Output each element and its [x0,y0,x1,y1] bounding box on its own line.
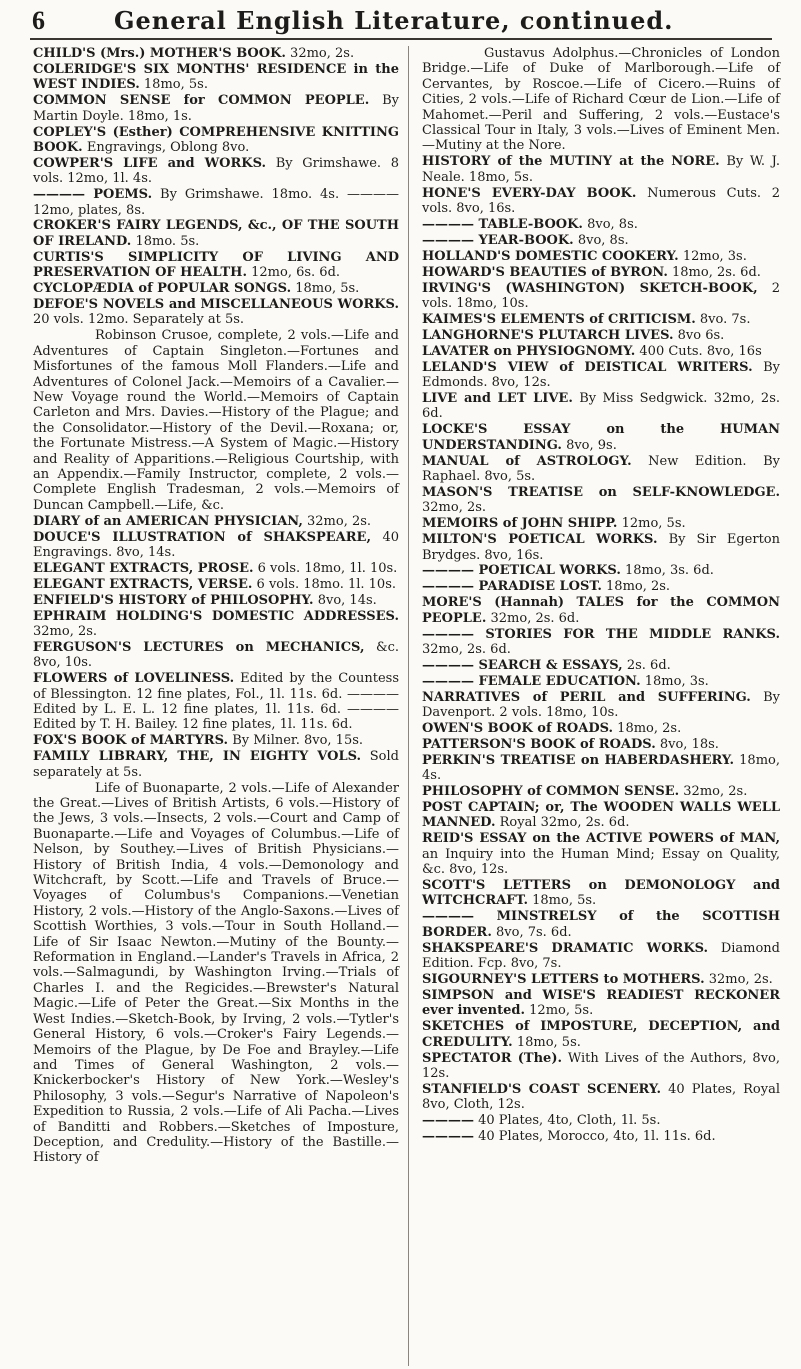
catalog-entry [33,577,399,592]
entry-details: By Grimshawe. 18mo. 4s. ———— 12mo, plates, 8s. [33,187,399,218]
entry-title: ———— PARADISE LOST. [422,579,602,595]
entry-title: HOWARD'S BEAUTIES of BYRON. [422,264,668,280]
entry-title: PHILOSOPHY of COMMON SENSE. [422,784,680,800]
entry-details: 18mo, 5s. [527,893,597,909]
catalog-entry [422,690,780,721]
entry-details: 18mo, 3s. 6d. [620,563,714,579]
entry-title: SKETCHES of IMPOSTURE, DECEPTION, and CREDULITY. [422,1019,780,1050]
entry-details: By Grimshawe. 8 vols. 12mo, 1l. 4s. [33,155,399,187]
catalog-entry [33,733,399,748]
entry-details: 18mo, 2s. 6d. [667,264,761,280]
entry-title: STANFIELD'S COAST SCENERY. [422,1081,662,1097]
entry-details: 8vo, 9s. [561,437,617,453]
entry-details: 18mo, 4s. [422,752,780,784]
catalog-entry [33,530,399,561]
entry-title: REID'S ESSAY on the ACTIVE POWERS of MAN, [422,831,780,847]
entry-title: FAMILY LIBRARY, THE, IN EIGHTY VOLS. [33,749,362,765]
entry-details: Edited by the Countess of Blessington. 12 fine plates, Fol., 1l. 11s. 6d. ———— Edited by L. E. L. 12 fine plates, 1l. 11s. 6d. ———— Edited by T. H. Bailey. 12 fine plates, 1l. 11s. 6d. [33,671,399,733]
catalog-entry [33,640,399,671]
entry-title: IRVING'S (WASHINGTON) SKETCH-BOOK, [422,280,758,296]
entry-title: MEMOIRS of JOHN SHIPP. [422,516,618,532]
entry-title: FERGUSON'S LECTURES on MECHANICS, [33,639,365,655]
entry-details: Numerous Cuts. 2 vols. 8vo, 16s. [422,185,780,217]
entry-details: 18mo, 2s. [613,720,682,736]
catalog-entry [33,781,399,1166]
entry-title: LOCKE'S ESSAY on the HUMAN UNDERSTANDING. [422,422,780,453]
entry-title: LAVATER on PHYSIOGNOMY. [422,343,636,359]
entry-details: New Edition. By Raphael. 8vo, 5s. [422,453,780,484]
entry-details: 20 vols. 12mo. Separately at 5s. [33,312,245,328]
entry-details: Life of Buonaparte, 2 vols.—Life of Alexander the Great.—Lives of British Artists, 6 vols.—History of the Jews, 3 vols.—Insects, 2 vols.—Court and Camp of Buonaparte.—Life and Voyages of Columbus.—Life of Nelson, by Southey.—Lives of British Physicians.—History of British India, 4 vols.—Demonology and Witchcraft, by Scott.—Life and Travels of Bruce.—Voyages of Columbus's Companions.—Venetian History, 2 vols.—History of the Anglo-Saxons.—Lives of Scottish Worthies, 3 vols.—Tour in South Holland.—Life of Sir Isaac Newton.—Mutiny of the Bounty.—Reformation in England.—Lander's Travels in Africa, 2 vols.—Salmagundi, by Washington Irving.—Trials of Charles I. and the Regicides.—Brewster's Natural Magic.—Life of Peter the Great.—Six Months in the West Indies.—Sketch-Book, by Irving, 2 vols.—Tytler's General History, 6 vols.—Croker's Fairy Legends.—Memoirs of the Plague, by De Foe and Brayley.—Life and Times of General Washington, 2 vols.—Knickerbocker's History of New York.—Wesley's Philosophy, 3 vols.—Segur's Narrative of Napoleon's Expedition to Russia, 2 vols.—Life of Ali Pacha.—Lives of Banditti and Robbers.—Sketches of Imposture, Deception, and Credulity.—History of the Bastille.—History of [33,780,399,1166]
catalog-entry [33,593,399,608]
entry-details: 2s. 6d. [622,657,671,673]
catalog-entry [422,1113,780,1128]
entry-title: DOUCE'S ILLUSTRATION of SHAKSPEARE, [33,529,371,545]
catalog-entry [422,312,780,327]
entry-details: By W. J. Neale. 18mo, 5s. [422,154,780,185]
catalog-entry [422,454,780,485]
entry-title: MILTON'S POETICAL WORKS. [422,532,658,548]
catalog-entry [422,988,780,1019]
entry-title: SIMPSON and WISE'S READIEST RECKONER ever invented. [422,987,780,1019]
catalog-entry [33,328,399,513]
entry-title: ———— SEARCH & ESSAYS, [422,657,623,673]
entry-details: 18mo, 5s. [139,77,208,93]
entry-details: 18mo, 3s. [640,673,709,689]
entry-details: 8vo, 7s. 6d. [491,924,572,940]
entry-title: COMMON SENSE for COMMON PEOPLE. [33,93,370,109]
catalog-entry [33,561,399,576]
catalog-entry [422,485,780,516]
catalog-entry [422,658,780,673]
catalog-entry [422,249,780,264]
entry-title: LANGHORNE'S PLUTARCH LIVES. [422,327,674,343]
catalog-entry [422,721,780,736]
column-divider [408,46,409,1366]
catalog-entry [422,391,780,422]
entry-details: 12mo, 5s. [617,516,686,532]
entry-title: ———— FEMALE EDUCATION. [422,673,641,689]
catalog-entry [422,1019,780,1050]
entry-title: FLOWERS of LOVELINESS. [33,671,235,687]
catalog-entry [33,297,399,328]
entry-title: SCOTT'S LETTERS on DEMONOLOGY and WITCHCRAFT. [422,878,780,909]
catalog-entry [422,784,780,799]
entry-title: ———— [422,1113,474,1129]
entry-details: By Davenport. 2 vols. 18mo, 10s. [422,689,781,721]
catalog-entry [33,609,399,640]
catalog-entry [33,46,399,61]
entry-title: PERKIN'S TREATISE on HABERDASHERY. [422,752,735,768]
entry-details: 18mo. 5s. [131,233,200,249]
catalog-entry [422,360,780,391]
entry-title: DIARY of an AMERICAN PHYSICIAN, [33,513,303,529]
catalog-entry [422,753,780,784]
catalog-entry [422,941,780,972]
catalog-entry [422,1082,780,1113]
catalog-entry [422,909,780,940]
entry-details: 6 vols. 18mo, 1l. 10s. [253,560,398,576]
entry-title: ———— TABLE-BOOK. [422,216,583,232]
entry-title: CURTIS'S SIMPLICITY OF LIVING AND PRESERVATION OF HEALTH. [33,249,399,281]
catalog-entry [422,265,780,280]
entry-title: ELEGANT EXTRACTS, PROSE. [33,560,254,576]
catalog-entry [422,217,780,232]
entry-title: MANUAL of ASTROLOGY. [422,453,632,469]
catalog-entry [422,233,780,248]
catalog-entry [422,186,780,217]
catalog-entry [33,62,399,93]
entry-details: 32mo, 2s. 6d. [486,610,580,626]
entry-title: ———— MINSTRELSY of the SCOTTISH BORDER. [422,909,780,940]
entry-details: By Sir Egerton Brydges. 8vo, 16s. [422,532,780,563]
entry-details: Diamond Edition. Fcp. 8vo, 7s. [422,940,780,972]
entry-details: By Martin Doyle. 18mo, 1s. [33,93,399,124]
entry-title: ELEGANT EXTRACTS, VERSE. [33,576,253,592]
entry-details: an Inquiry into the Human Mind; Essay on Quality, &c. 8vo, 12s. [422,846,780,878]
entry-details: 18mo, 5s. [512,1034,581,1050]
entry-title: SPECTATOR (The). [422,1050,562,1066]
header-rule [30,38,772,40]
catalog-entry [422,878,780,909]
entry-details: 8vo, 8s. [573,232,629,248]
entry-title: ———— [422,1129,474,1145]
entry-details: 8vo, 14s. [313,592,377,608]
entry-title: LIVE and LET LIVE. [422,390,573,406]
catalog-entry [33,671,399,733]
entry-title: ———— STORIES FOR THE MIDDLE RANKS. [422,626,780,642]
entry-title: HISTORY of the MUTINY at the NORE. [422,154,720,170]
page-number: 6 [32,6,45,35]
entry-title: ———— POEMS. [33,187,153,203]
entry-title: CHILD'S (Mrs.) MOTHER'S BOOK. [33,46,286,61]
entry-title: COWPER'S LIFE and WORKS. [33,155,267,171]
catalog-entry [33,281,399,296]
entry-details: 8vo, 18s. [655,736,719,752]
catalog-entry [422,532,780,563]
entry-title: OWEN'S BOOK of ROADS. [422,720,614,736]
catalog-entry [422,737,780,752]
entry-details: By Edmonds. 8vo, 12s. [422,359,781,391]
entry-details: 32mo, 2s. 6d. [422,641,511,657]
catalog-entry [33,156,399,187]
catalog-entry [422,800,780,831]
catalog-entry [33,125,399,156]
entry-details: 32mo, 2s. [422,500,487,516]
entry-details: 18mo, 5s. [291,281,360,297]
catalog-entry [422,422,780,453]
catalog-entry [422,154,780,185]
entry-title: PATTERSON'S BOOK of ROADS. [422,736,656,752]
catalog-entry [33,514,399,529]
entry-details: 12mo, 3s. [678,248,747,264]
entry-details: Sold separately at 5s. [33,749,399,780]
entry-details: 40 Plates, 4to, Cloth, 1l. 5s. [474,1113,661,1129]
entry-details: 32mo, 2s. [285,46,355,61]
entry-title: ———— POETICAL WORKS. [422,563,621,579]
entry-title: COPLEY'S (Esther) COMPREHENSIVE KNITTING BOOK. [33,124,399,155]
entry-details: 12mo, 5s. [525,1003,594,1019]
entry-details: 32mo, 2s. [704,971,773,987]
entry-details: &c. 8vo, 10s. [33,639,400,671]
catalog-entry [33,93,399,124]
entry-title: DEFOE'S NOVELS and MISCELLANEOUS WORKS. [33,297,399,312]
entry-title: SIGOURNEY'S LETTERS to MOTHERS. [422,971,705,987]
entry-details: 32mo, 2s. [679,784,748,800]
entry-details: 32mo, 2s. [302,513,372,529]
catalog-entry [422,831,780,877]
entry-details: 8vo, 8s. [582,216,638,232]
catalog-entry [422,674,780,689]
entry-title: SHAKSPEARE'S DRAMATIC WORKS. [422,940,709,956]
running-title: General English Literature, continued. [114,6,674,35]
entry-title: POST CAPTAIN; or, The WOODEN WALLS WELL MANNED. [422,800,780,831]
entry-title: LELAND'S VIEW of DEISTICAL WRITERS. [422,359,753,375]
entry-details: By Milner. 8vo, 15s. [228,733,364,749]
entry-title: HONE'S EVERY-DAY BOOK. [422,185,637,201]
entry-title: MORE'S (Hannah) TALES for the COMMON PEOPLE. [422,595,780,626]
entry-details: 8vo. 7s. [695,311,751,327]
right-column [422,46,780,1145]
entry-details: 8vo 6s. [673,327,725,343]
catalog-entry [33,749,399,780]
entry-details: With Lives of the Authors, 8vo, 12s. [422,1050,780,1081]
catalog-entry [422,344,780,359]
catalog-entry [33,187,399,218]
entry-details: Engravings, Oblong 8vo. [82,139,250,155]
catalog-entry [422,627,780,658]
entry-title: ———— YEAR-BOOK. [422,232,574,248]
entry-title: NARRATIVES of PERIL and SUFFERING. [422,689,751,705]
entry-details: 40 Plates, Royal 8vo, Cloth, 12s. [422,1081,780,1113]
catalog-entry [422,563,780,578]
catalog-entry [422,46,780,154]
entry-title: CROKER'S FAIRY LEGENDS, &c., OF THE SOUTH OF IRELAND. [33,218,399,249]
catalog-entry [33,250,399,281]
entry-details: 400 Cuts. 8vo, 16s [635,343,762,359]
entry-details: 6 vols. 18mo. 1l. 10s. [252,576,396,592]
left-column [33,46,399,1166]
entry-details: 40 Plates, Morocco, 4to, 1l. 11s. 6d. [474,1129,716,1145]
catalog-entry [422,579,780,594]
catalog-entry [422,328,780,343]
entry-details: Gustavus Adolphus.—Chronicles of London Bridge.—Life of Duke of Marlborough.—Life of Cervantes, by Roscoe.—Life of Cicero.—Ruins of Cities, 2 vols.—Life of Richard Cœur de Lion.—Life of Mahomet.—Peril and Suffering, 2 vols.—Eustace's Classical Tour in Italy, 3 vols.—Lives of Eminent Men.—Mutiny at the Nore. [422,46,780,154]
entry-details: 32mo, 2s. [33,624,98,640]
entry-title: FOX'S BOOK of MARTYRS. [33,733,229,749]
entry-title: KAIMES'S ELEMENTS of CRITICISM. [422,311,696,327]
entry-details: By Miss Sedgwick. 32mo, 2s. 6d. [422,390,780,422]
entry-title: HOLLAND'S DOMESTIC COOKERY. [422,248,679,264]
entry-details: Royal 32mo, 2s. 6d. [495,815,630,831]
entry-title: CYCLOPÆDIA of POPULAR SONGS. [33,281,292,297]
catalog-entry [422,516,780,531]
catalog-entry [422,281,780,312]
entry-title: MASON'S TREATISE on SELF-KNOWLEDGE. [422,484,780,500]
page-header [30,6,770,36]
entry-details: 40 Engravings. 8vo, 14s. [33,529,399,560]
catalog-entry [422,595,780,626]
catalog-entry [33,218,399,249]
entry-title: ENFIELD'S HISTORY of PHILOSOPHY. [33,592,314,608]
entry-title: COLERIDGE'S SIX MONTHS' RESIDENCE in the WEST INDIES. [33,61,399,93]
catalog-entry [422,1051,780,1082]
entry-details: Robinson Crusoe, complete, 2 vols.—Life and Adventures of Captain Singleton.—Fortunes and Misfortunes of the famous Moll Flanders.—Life and Adventures of Colonel Jack.—Memoirs of a Cavalier.—New Voyage round the World.—Memoirs of Captain Carleton and Mrs. Davies.—History of the Plague; and the Consolidator.—History of the Devil.—Roxana; or, the Fortunate Mistress.—A System of Magic.—History and Reality of Apparitions.—Religious Courtship, with an Appendix.—Family Instructor, complete, 2 vols.—Complete English Tradesman, 2 vols.—Memoirs of Duncan Campbell.—Life, &c. [33,328,399,513]
entry-details: 12mo, 6s. 6d. [247,265,341,281]
entry-details: 2 vols. 18mo, 10s. [422,280,781,311]
entry-details: 18mo, 2s. [601,579,671,595]
catalog-entry [422,1129,780,1144]
entry-title: EPHRAIM HOLDING'S DOMESTIC ADDRESSES. [33,608,399,624]
catalog-entry [422,972,780,987]
